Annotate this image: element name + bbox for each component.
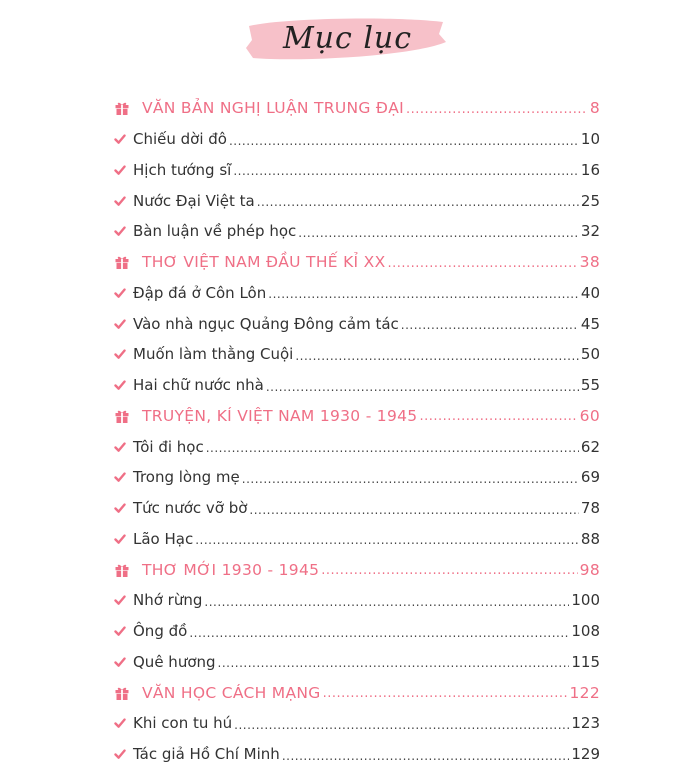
toc-entry[interactable]	[114, 647, 600, 678]
toc-entry[interactable]	[114, 308, 600, 339]
toc-entry[interactable]	[114, 431, 600, 462]
entry-title: Quê hương	[133, 652, 216, 671]
check-icon	[114, 471, 133, 483]
entry-page-number: 69	[580, 468, 600, 487]
dot-leader	[401, 319, 579, 339]
dot-leader	[257, 196, 579, 216]
entry-page-number: 62	[580, 437, 600, 456]
toc-entry[interactable]	[114, 185, 600, 216]
check-icon	[114, 348, 133, 360]
dot-leader	[242, 473, 579, 493]
entry-title: Đập đá ở Côn Lôn	[133, 283, 267, 302]
entry-title: Hịch tướng sĩ	[133, 160, 232, 179]
check-icon	[114, 164, 133, 176]
dot-leader	[204, 596, 569, 616]
toc-entry[interactable]	[114, 616, 600, 647]
toc-entry[interactable]	[114, 339, 600, 370]
dot-leader	[189, 627, 569, 647]
dot-leader	[295, 350, 579, 370]
dot-leader	[195, 534, 579, 554]
entry-title: Khi con tu hú	[133, 714, 233, 733]
dot-leader	[234, 719, 569, 739]
entry-title: Tác giả Hồ Chí Minh	[133, 745, 280, 764]
check-icon	[114, 656, 133, 668]
section-page-number: 98	[579, 560, 600, 579]
dot-leader	[419, 410, 577, 431]
dot-leader	[282, 750, 570, 770]
check-icon	[114, 225, 133, 237]
dot-leader	[229, 135, 579, 155]
entry-title: Chiếu dời đô	[133, 130, 227, 149]
entry-page-number: 50	[580, 345, 600, 364]
dot-leader	[249, 504, 578, 524]
entry-title: Lão Hạc	[133, 529, 194, 548]
toc-entry[interactable]	[114, 739, 600, 770]
section-title: VĂN BẢN NGHỊ LUẬN TRUNG ĐẠI	[142, 99, 404, 118]
gift-icon	[114, 408, 142, 424]
section-heading[interactable]	[114, 401, 600, 432]
entry-page-number: 45	[580, 314, 600, 333]
check-icon	[114, 133, 133, 145]
entry-title: Tôi đi học	[133, 437, 204, 456]
check-icon	[114, 502, 133, 514]
check-icon	[114, 195, 133, 207]
entry-page-number: 78	[580, 499, 600, 518]
entry-title: Ông đồ	[133, 622, 188, 641]
dot-leader	[218, 657, 570, 677]
gift-icon	[114, 254, 142, 270]
check-icon	[114, 533, 133, 545]
check-icon	[114, 441, 133, 453]
entry-title: Muốn làm thằng Cuội	[133, 345, 294, 364]
check-icon	[114, 748, 133, 760]
check-icon	[114, 625, 133, 637]
entry-title: Bàn luận về phép học	[133, 222, 297, 241]
toc-entry[interactable]	[114, 462, 600, 493]
entry-title: Tức nước vỡ bờ	[133, 499, 248, 518]
gift-icon	[114, 100, 142, 116]
entry-title: Nước Đại Việt ta	[133, 191, 255, 210]
entry-page-number: 88	[580, 529, 600, 548]
gift-icon	[114, 562, 142, 578]
section-page-number: 60	[579, 406, 600, 425]
section-page-number: 8	[589, 99, 600, 118]
toc-entry[interactable]	[114, 155, 600, 186]
dot-leader	[323, 687, 568, 708]
check-icon	[114, 287, 133, 299]
section-title: TRUYỆN, KÍ VIỆT NAM 1930 - 1945	[142, 406, 418, 425]
dot-leader	[406, 103, 588, 124]
page-title: Mục lục	[282, 20, 413, 56]
gift-icon	[114, 685, 142, 701]
toc-entry[interactable]	[114, 370, 600, 401]
dot-leader	[233, 165, 579, 185]
entry-page-number: 129	[571, 745, 600, 764]
toc-entry[interactable]	[114, 585, 600, 616]
entry-title: Vào nhà ngục Quảng Đông cảm tác	[133, 314, 399, 333]
dot-leader	[298, 227, 579, 247]
section-title: VĂN HỌC CÁCH MẠNG	[142, 683, 321, 702]
entry-page-number: 123	[571, 714, 600, 733]
entry-page-number: 108	[571, 622, 600, 641]
section-heading[interactable]	[114, 93, 600, 124]
entry-page-number: 16	[580, 160, 600, 179]
table-of-contents	[114, 93, 600, 770]
entry-page-number: 40	[580, 283, 600, 302]
check-icon	[114, 318, 133, 330]
entry-title: Hai chữ nước nhà	[133, 376, 264, 395]
dot-leader	[388, 257, 578, 278]
toc-entry[interactable]	[114, 708, 600, 739]
entry-title: Nhớ rừng	[133, 591, 203, 610]
check-icon	[114, 717, 133, 729]
section-page-number: 38	[579, 253, 600, 272]
section-heading[interactable]	[114, 247, 600, 278]
title-banner	[243, 12, 448, 64]
check-icon	[114, 379, 133, 391]
dot-leader	[206, 442, 579, 462]
entry-page-number: 32	[580, 222, 600, 241]
section-page-number: 122	[569, 683, 600, 702]
entry-page-number: 100	[571, 591, 600, 610]
toc-entry[interactable]	[114, 493, 600, 524]
entry-page-number: 25	[580, 191, 600, 210]
check-icon	[114, 594, 133, 606]
toc-entry[interactable]	[114, 278, 600, 309]
entry-title: Trong lòng mẹ	[133, 468, 240, 487]
dot-leader	[321, 564, 577, 585]
toc-entry[interactable]	[114, 216, 600, 247]
section-title: THƠ VIỆT NAM ĐẦU THẾ KỈ XX	[142, 253, 386, 272]
entry-page-number: 115	[571, 652, 600, 671]
section-title: THƠ MỚI 1930 - 1945	[142, 560, 320, 579]
section-heading[interactable]	[114, 677, 600, 708]
entry-page-number: 55	[580, 376, 600, 395]
dot-leader	[268, 288, 579, 308]
toc-entry[interactable]	[114, 124, 600, 155]
dot-leader	[266, 381, 579, 401]
toc-entry[interactable]	[114, 524, 600, 555]
section-heading[interactable]	[114, 554, 600, 585]
entry-page-number: 10	[580, 130, 600, 149]
